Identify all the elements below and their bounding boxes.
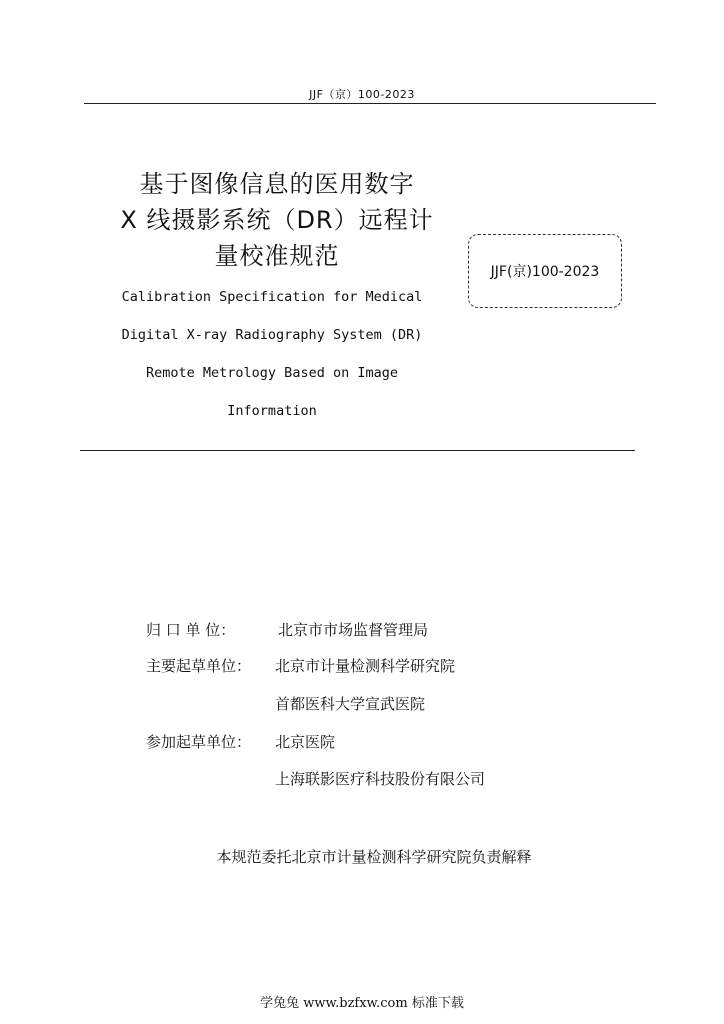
- standard-code-box-text: JJF(京)100-2023: [490, 264, 600, 280]
- org-value: 北京市市场监督管理局: [278, 621, 429, 639]
- org-row-main-drafter-2: [0, 692, 724, 716]
- title-en-line-2: Digital X-ray Radiography System (DR): [121, 327, 423, 343]
- org-value: 上海联影医疗科技股份有限公司: [275, 770, 486, 788]
- title-cn-line-3: 量校准规范: [214, 242, 340, 270]
- org-label: 主要起草单位：: [146, 657, 252, 675]
- title-divider: [80, 450, 635, 451]
- org-row-participating-drafter: [0, 730, 724, 754]
- org-row-participating-drafter-2: [0, 767, 724, 791]
- org-value: 北京市计量检测科学研究院: [275, 657, 456, 675]
- title-en-line-3: Remote Metrology Based on Image: [146, 365, 398, 381]
- standard-code-box: [468, 234, 622, 308]
- org-label: 归 口 单 位：: [146, 621, 236, 639]
- header-standard-code: JJF（京）100-2023: [309, 88, 415, 101]
- org-value: 首都医科大学宣武医院: [275, 695, 426, 713]
- title-cn-line-2: X 线摄影系统（DR）远程计: [120, 206, 434, 234]
- org-row-main-drafter: [0, 654, 724, 678]
- org-label: 参加起草单位：: [146, 733, 252, 751]
- interpretation-note: 本规范委托北京市计量检测科学研究院负责解释: [216, 848, 532, 866]
- title-en-line-4: Information: [227, 403, 317, 419]
- org-row-centralized-unit: [0, 618, 724, 642]
- watermark-text: 学兔兔 www.bzfxw.com 标准下载: [260, 996, 464, 1011]
- title-en-line-1: Calibration Specification for Medical: [121, 289, 423, 305]
- org-value: 北京医院: [275, 733, 336, 751]
- title-cn-line-1: 基于图像信息的医用数字: [139, 170, 415, 198]
- header-divider: [84, 103, 656, 104]
